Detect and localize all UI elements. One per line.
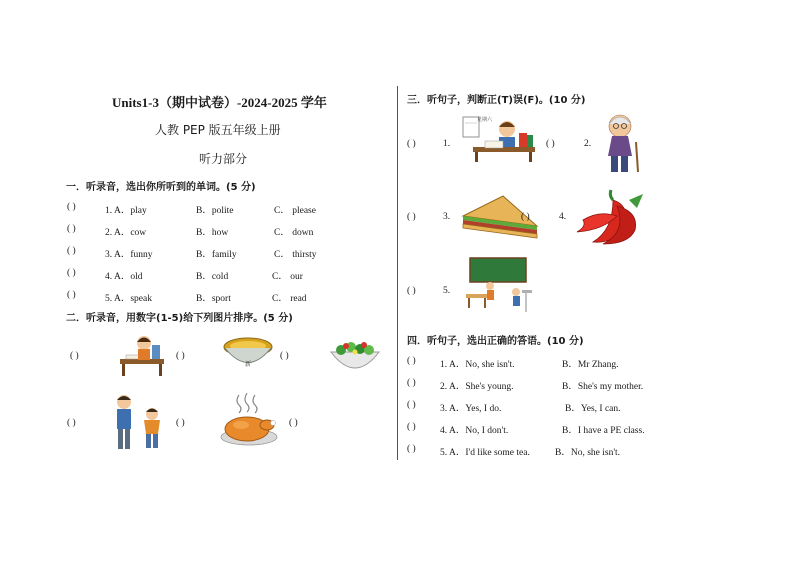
part-title: 听力部分: [199, 152, 248, 166]
option-a: 1. A．No, she isn't.: [440, 360, 515, 370]
option-c: C． our: [272, 272, 303, 282]
answer-paren[interactable]: ( ): [289, 418, 298, 428]
answer-paren[interactable]: ( ): [176, 351, 185, 361]
option-a: 2. A．cow: [105, 228, 147, 238]
option-a: 4. A．No, I don't.: [440, 426, 509, 436]
option-a: 5. A．I'd like some tea.: [440, 448, 530, 458]
roast-chicken-icon: [217, 393, 279, 447]
option-a: 3. A．Yes, I do.: [440, 404, 502, 414]
calendar-text: 星期六: [477, 117, 493, 123]
salad-bowl-icon: [329, 336, 381, 378]
option-b: B．family: [196, 250, 237, 260]
option-b: B．I have a PE class.: [562, 426, 645, 436]
option-b: B．sport: [196, 294, 231, 304]
answer-paren[interactable]: ( ): [407, 444, 416, 454]
answer-paren[interactable]: ( ): [280, 351, 289, 361]
grandpa-icon: [598, 112, 646, 174]
classroom-icon: [464, 256, 536, 314]
item-number: 3.: [443, 212, 451, 222]
exam-subtitle: 人教 PEP 版五年级上册: [155, 123, 281, 137]
answer-paren[interactable]: ( ): [67, 202, 76, 212]
option-b: B．polite: [196, 206, 234, 216]
section2-heading: 二．听录音，用数字(1-5)给下列图片排序。(5 分): [66, 313, 293, 324]
student-desk-icon: [116, 333, 170, 377]
answer-paren[interactable]: ( ): [407, 400, 416, 410]
option-b: B．She's my mother.: [562, 382, 644, 392]
answer-paren[interactable]: ( ): [546, 139, 555, 149]
option-b: B．Yes, I can.: [565, 404, 621, 414]
option-c: C． read: [272, 294, 307, 304]
answer-paren[interactable]: ( ): [521, 212, 530, 222]
option-c: C． thirsty: [274, 250, 317, 260]
answer-paren[interactable]: ( ): [407, 356, 416, 366]
option-b: B．Mr Zhang.: [562, 360, 619, 370]
answer-paren[interactable]: ( ): [67, 246, 76, 256]
answer-paren[interactable]: ( ): [407, 286, 416, 296]
greeting-people-icon: [108, 392, 170, 452]
answer-paren[interactable]: ( ): [67, 224, 76, 234]
exam-title: Units1-3（期中试卷）-2024-2025 学年: [112, 95, 327, 110]
answer-paren[interactable]: ( ): [70, 351, 79, 361]
option-b: B．how: [196, 228, 229, 238]
answer-paren[interactable]: ( ): [407, 139, 416, 149]
answer-paren[interactable]: ( ): [407, 212, 416, 222]
soup-label: 新: [245, 361, 252, 368]
answer-paren[interactable]: ( ): [407, 378, 416, 388]
item-number: 2.: [584, 139, 592, 149]
answer-paren[interactable]: ( ): [176, 418, 185, 428]
option-b: B．cold: [196, 272, 229, 282]
option-a: 4. A．old: [105, 272, 143, 282]
option-a: 3. A．funny: [105, 250, 153, 260]
section3-heading: 三．听句子，判断正(T)误(F)。(10 分): [407, 95, 586, 106]
item-number: 5.: [443, 286, 451, 296]
answer-paren[interactable]: ( ): [67, 290, 76, 300]
option-a: 2. A．She's young.: [440, 382, 514, 392]
option-a: 1. A．play: [105, 206, 147, 216]
section4-heading: 四．听句子，选出正确的答语。(10 分): [407, 336, 584, 347]
student-reading-icon: [459, 111, 539, 163]
soup-bowl-icon: [222, 333, 274, 377]
column-divider: [397, 86, 398, 460]
answer-paren[interactable]: ( ): [67, 268, 76, 278]
section1-heading: 一．听录音，选出你所听到的单词。(5 分): [66, 182, 256, 193]
option-a: 5. A．speak: [105, 294, 152, 304]
item-number: 4.: [559, 212, 567, 222]
option-c: C． please: [274, 206, 316, 216]
answer-paren[interactable]: ( ): [67, 418, 76, 428]
option-b: B．No, she isn't.: [555, 448, 621, 458]
answer-paren[interactable]: ( ): [407, 422, 416, 432]
option-c: C． down: [274, 228, 314, 238]
chili-pepper-icon: [573, 186, 647, 248]
item-number: 1.: [443, 139, 451, 149]
